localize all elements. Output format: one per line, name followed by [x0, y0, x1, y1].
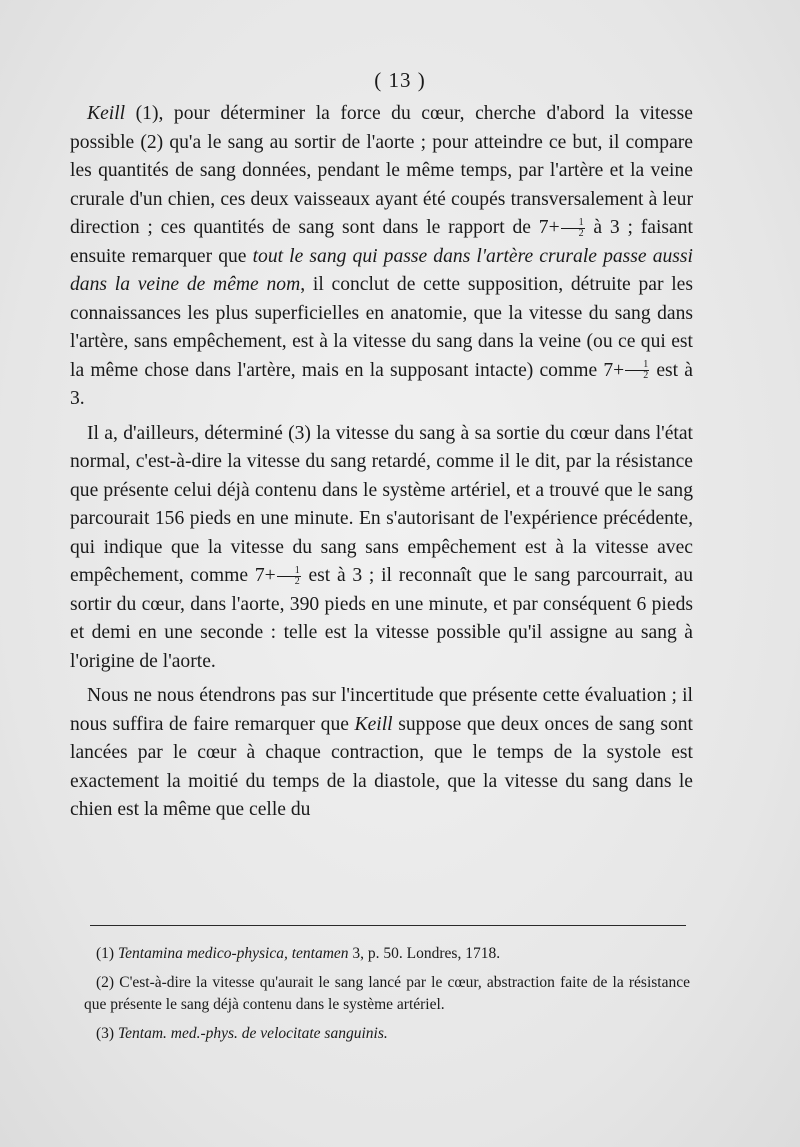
paragraph	[70, 420, 693, 677]
fraction	[625, 360, 649, 381]
text-run: Nous ne nous étendrons pas sur l'incertitude que présente cette évaluation ; il nous suffira de faire remarquer que	[70, 685, 693, 735]
text-run: (3)	[96, 1025, 118, 1042]
body-text	[70, 100, 693, 825]
fraction-numerator: 1	[625, 360, 649, 371]
text-run: est à 3.	[70, 359, 693, 409]
footnote-divider	[90, 925, 686, 926]
italic-text: Keill	[87, 103, 126, 124]
text-run: suppose que deux onces de sang sont lancées par le cœur à chaque contraction, que le temps de la systole est exactement la moitié du temps de la diastole, que la vitesse du sang dans le chien est la même que celle du	[70, 713, 693, 820]
text-run: , il conclut de cette supposition, détruite par les connaissances les plus superficielles en anatomie, que la vitesse du sang dans l'artère, sans empêchement, est à la vitesse du sang dans la veine (ou ce qui est la même chose dans l'artère, mais en la supposant intacte) comme 7+	[70, 274, 693, 381]
fraction-numerator: 1	[561, 218, 585, 229]
text-run: à 3 ; faisant ensuite remarquer que	[70, 217, 693, 267]
paragraph	[70, 682, 693, 825]
footnote	[84, 972, 690, 1016]
fraction	[561, 218, 585, 239]
footnote	[84, 1023, 690, 1045]
italic-text: Keill	[354, 713, 393, 735]
text-run: est à 3 ; il reconnaît que le sang parcourrait, au sortir du cœur, dans l'aorte, 390 pieds en une minute, et par conséquent 6 pieds et demi en une seconde : telle est la vitesse possible qu'il assigne au sang à l'origine de l'aorte.	[70, 565, 693, 672]
italic-text: Tentam. med.-phys. de velocitate sanguinis.	[117, 1025, 388, 1042]
fraction-denominator: 2	[643, 370, 649, 381]
footnotes	[84, 943, 690, 1052]
footnote	[84, 943, 690, 965]
fraction-denominator: 2	[294, 575, 300, 587]
italic-text: Tentamina medico-physica, tentamen	[117, 945, 349, 962]
fraction-numerator: 1	[277, 566, 301, 577]
fraction-denominator: 2	[578, 227, 584, 239]
text-run: (1)	[96, 945, 118, 962]
paragraph	[70, 100, 693, 414]
text-run: (1), pour déterminer la force du cœur, cherche d'abord la vitesse possible (2) qu'a le sang au sortir de l'aorte ; pour atteindre ce but, il compare les quantités de sang données, pendant le même temps, par l'artère et la veine crurale d'un chien, ces deux vaisseaux ayant été coupés transversalement à leur direction ; ces quantités de sang sont dans le rapport de 7+	[70, 103, 693, 238]
fraction	[277, 566, 301, 587]
text-run: Il a, d'ailleurs, déterminé (3) la vitesse du sang à sa sortie du cœur dans l'état normal, c'est-à-dire la vitesse du sang retardé, comme il le dit, par la résistance que présente celui déjà contenu dans le système artériel, et a trouvé que le sang parcourait 156 pieds en une minute. En s'autorisant de l'expérience précédente, qui indique que la vitesse du sang sans empêchement est à la vitesse avec empêchement, comme 7+	[70, 422, 693, 586]
italic-text: tout le sang qui passe dans l'artère crurale passe aussi dans la veine de même nom	[70, 245, 694, 295]
text-run: (2) C'est-à-dire la vitesse qu'aurait le sang lancé par le cœur, abstraction faite de la résistance que présente le sang déjà contenu dans le système artériel.	[84, 974, 690, 1013]
text-run: 3, p. 50. Londres, 1718.	[348, 945, 501, 962]
page-number: ( 13 )	[374, 68, 426, 92]
